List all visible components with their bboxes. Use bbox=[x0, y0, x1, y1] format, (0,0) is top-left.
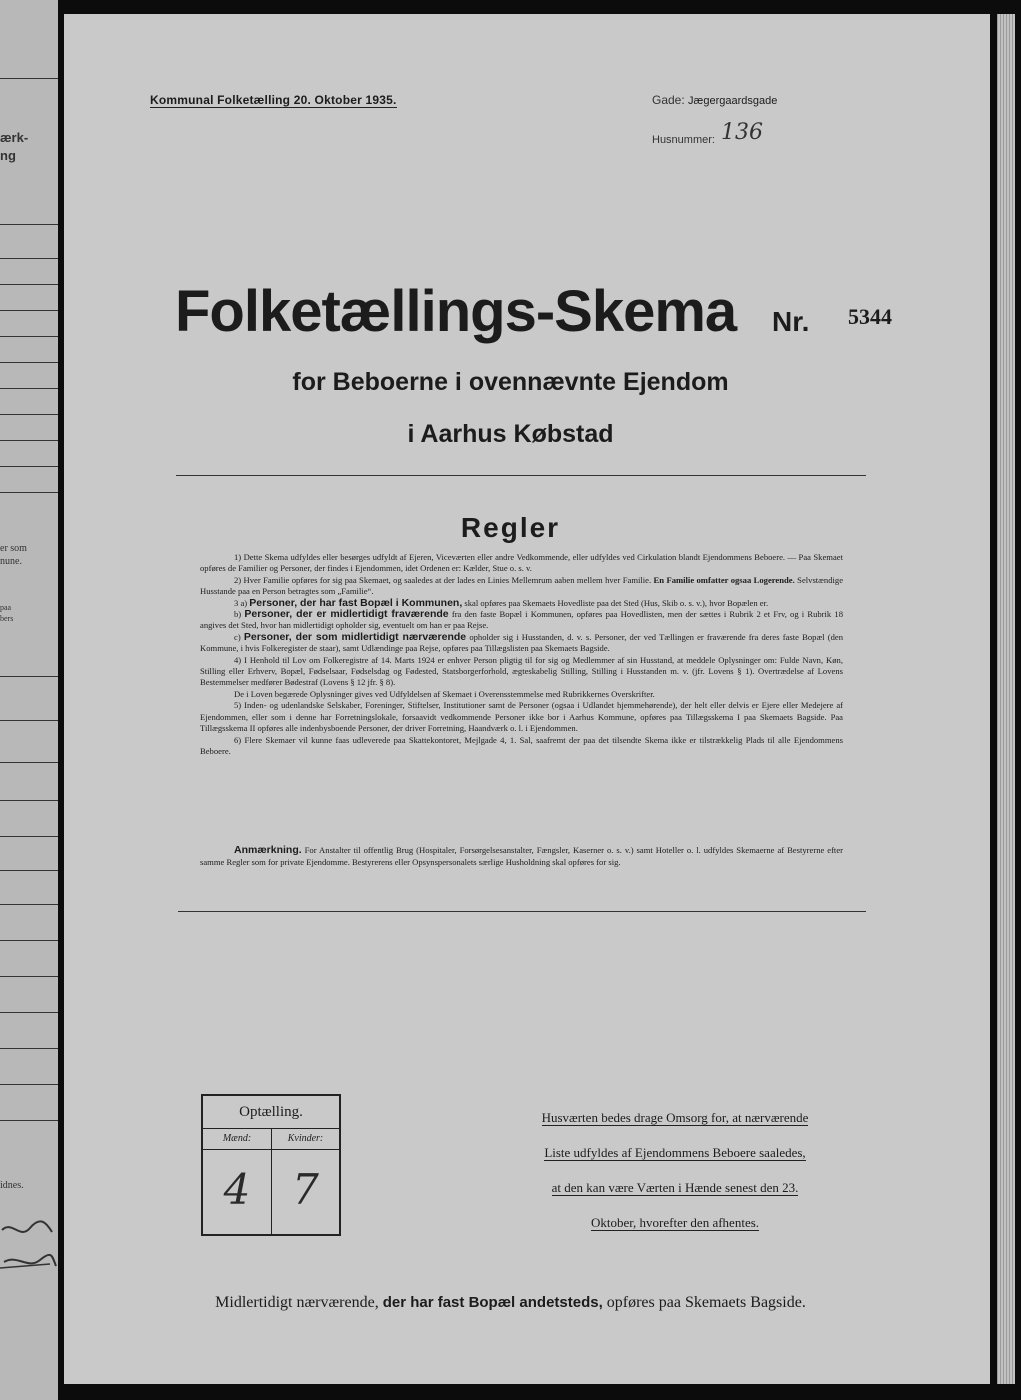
rule-3a: 3 a) Personer, der har fast Bopæl i Kommunen, skal opføres paa Skemaets Hovedliste paa det Sted (Hus, Skib o. s. v.), hvor Bopælen er. bbox=[234, 596, 769, 609]
rules-heading: Regler bbox=[460, 512, 561, 543]
notice-line: Oktober, hvorefter den afhentes. bbox=[590, 1215, 760, 1230]
gade-value: Jægergaardsgade bbox=[688, 95, 778, 107]
rule-5: 5) Inden- og udenlandske Selskaber, Foreninger, Stiftelser, Institutioner samt de Personer (ogsaa i Udlandet hjemmehørende), der helt eller delvis er Ejere eller Medejere af Ejendommen, eller som i denne har Forretningslokale, forsaavidt vedkommende Personer ikke bor i Aarhus Kommune, opføres paa Tillægsskema I paa Skemaets Bagside. Paa Tillægsskema II opføres alle indenbysboende Personer, der driver Forretning, Haandværk o. l. i Ejendommen. bbox=[200, 700, 843, 734]
form-number-label: Nr. bbox=[772, 306, 810, 337]
men-column bbox=[203, 1129, 272, 1234]
form-subtitle: for Beboerne i ovennævnte Ejendom bbox=[292, 368, 729, 396]
husnummer-label: Husnummer: bbox=[652, 134, 715, 146]
landlord-notice bbox=[508, 1100, 842, 1240]
rules-text bbox=[200, 552, 843, 757]
count-box bbox=[201, 1094, 341, 1236]
count-box-title: Optælling. bbox=[203, 1096, 339, 1129]
rule-6: 6) Flere Skemaer vil kunne faas udleverede paa Skattekontoret, Mejlgade 4, 1. Sal, saafremt der paa det tilsendte Skema ikke er tilstrækkelig Plads til alle Ejendommens Beboere. bbox=[200, 734, 843, 756]
spine-fragment: paa bbox=[0, 603, 12, 612]
rule-3c: c) Personer, der som midlertidigt nærværende opholder sig i Husstanden, d. v. s. Personer, der ved Tællingen er fraværende fra deres faste Bopæl (den Kommune, i hvis Folkeregister de staar), samt Udlændinge paa Rejse, opføres paa Tillægslisten paa Skemaets Bagside. bbox=[200, 630, 844, 654]
form-number: 5344 bbox=[848, 304, 892, 329]
spine-fragment: nune. bbox=[0, 556, 22, 567]
previous-page-edge bbox=[0, 0, 58, 1400]
rule-1: 1) Dette Skema udfyldes eller besørges udfyldt af Ejeren, Viceværten eller andre Vedkommende, eller udfyldes ved Cirkulation blandt Ejendommens Beboere. — Paa Skemaet opføres de Familier og Personer, der findes i Ejendommen, idet Ordenen er: Kælder, Stue o. s. v. bbox=[200, 552, 843, 574]
notice-line: Husværten bedes drage Omsorg for, at nærværende bbox=[541, 1110, 809, 1125]
women-count: 7 bbox=[292, 1165, 319, 1214]
husnummer-field bbox=[652, 120, 763, 149]
note-section bbox=[200, 844, 843, 868]
notice-line: at den kan være Værten i Hænde senest den 23. bbox=[551, 1180, 799, 1195]
notice-line: Liste udfyldes af Ejendommens Beboere saaledes, bbox=[544, 1145, 806, 1160]
spine-fragment: idnes. bbox=[0, 1180, 24, 1191]
divider bbox=[176, 475, 866, 476]
spine-fragment: er som bbox=[0, 543, 27, 554]
note-text: For Anstalter til offentlig Brug (Hospitaler, Forsørgelsesanstalter, Fængsler, Kaserner o. s. v.) samt Hoteller o. l. udfyldes Skemaerne af Bestyrerne efter samme Regler som for private Ejendomme. Bestyrerens eller Opsynspersonalets særlige Husholdning skal opføres for sig. bbox=[200, 845, 843, 867]
rule-4b: De i Loven begærede Oplysninger gives ved Udfyldelsen af Skemaet i Overensstemmelse med Rubrikkernes Overskrifter. bbox=[234, 688, 655, 699]
women-label: Kvinder: bbox=[272, 1129, 339, 1150]
men-label: Mænd: bbox=[203, 1129, 271, 1150]
divider bbox=[178, 911, 866, 912]
page-stack-edge bbox=[997, 14, 1015, 1384]
note-label: Anmærkning. bbox=[234, 844, 302, 856]
gade-field bbox=[652, 93, 777, 107]
rule-3b: b) Personer, der er midlertidigt fraværende fra den faste Bopæl i Kommunen, opføres paa Hovedlisten, men der sættes i Rubrik 2 et Frv, og i Rubrik 18 angives det Sted, hvor han midlertidigt opholder sig, eventuelt om han er paa Rejse. bbox=[200, 608, 844, 631]
spine-fragment: bers bbox=[0, 614, 14, 623]
women-column bbox=[272, 1129, 339, 1234]
handwriting-scribble bbox=[0, 1210, 58, 1280]
spine-fragment: ærk- bbox=[0, 130, 29, 145]
husnummer-value: 136 bbox=[720, 120, 763, 145]
gade-label: Gade: bbox=[652, 93, 685, 107]
rule-4: 4) I Henhold til Lov om Folkeregistre af 14. Marts 1924 er enhver Person pligtig til for sig og Medlemmer af sin Husstand, at meddele Oplysninger om: Fulde Navn, Køn, Stilling eller Erhverv, Bopæl, Fødselsaar, Fødselsdag og Fødested, Statsborgerforhold, ægteskabelig Stilling, Stilling i Husstanden m. v. (jfr. Lovens § 1). Overtrædelse af Lovens Bestemmelser medfører Bødestraf (Lovens § 12 jfr. § 8). bbox=[200, 654, 843, 688]
men-count: 4 bbox=[223, 1165, 251, 1214]
census-header: Kommunal Folketælling 20. Oktober 1935. bbox=[150, 93, 397, 107]
footer-note: Midlertidigt nærværende, der har fast Bopæl andetsteds, opføres paa Skemaets Bagside. bbox=[215, 1294, 806, 1311]
rule-2: 2) Hver Familie opføres for sig paa Skemaet, og saaledes at der lades en Linies Mellemrum aaben mellem hver Familie. En Familie omfatter ogsaa Logerende. Selvstændige Husstande paa en Person betragtes som „Familie“. bbox=[200, 574, 844, 597]
spine-fragment: ng bbox=[0, 148, 16, 163]
form-subtitle-city: i Aarhus Købstad bbox=[407, 420, 614, 448]
form-title: Folketællings-Skema bbox=[175, 279, 737, 344]
